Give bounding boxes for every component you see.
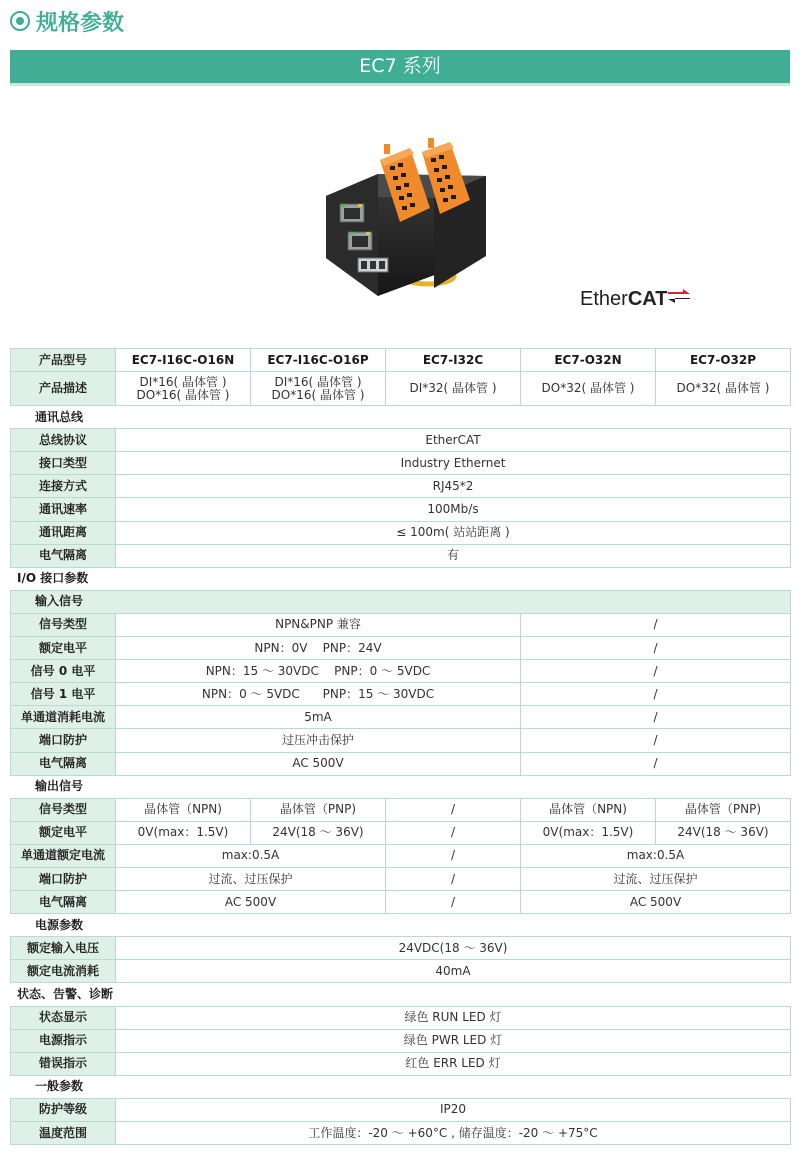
row-value: 绿色 RUN LED 灯 [116,1006,791,1029]
row-value: 红色 ERR LED 灯 [116,1052,791,1075]
ethercat-logo: Ether CAT [580,285,690,311]
banner-underline [10,83,790,86]
description-label: 产品描述 [11,372,116,406]
model-name: EC7-I32C [386,349,521,372]
description-cell: DO*32( 晶体管 ) [656,372,791,406]
row-value-na: / [521,706,791,729]
row-label: 额定电平 [11,821,116,844]
row-label: 通讯距离 [11,521,116,544]
row-label: 信号 1 电平 [11,683,116,706]
row-label: 信号 0 电平 [11,660,116,683]
row-value: 24VDC(18 ～ 36V) [116,937,791,960]
row-value: 过压冲击保护 [116,729,521,752]
row-label: 单通道消耗电流 [11,706,116,729]
section-general: 一般参数 [11,1075,791,1098]
row-value: 工作温度：-20 ～ +60°C , 储存温度：-20 ～ +75°C [116,1122,791,1145]
description-cell: DI*16( 晶体管 ) DO*16( 晶体管 ) [116,372,251,406]
row-label: 信号类型 [11,613,116,636]
row-label: 状态显示 [11,1006,116,1029]
row-value-na: / [386,867,521,890]
row-value: 绿色 PWR LED 灯 [116,1029,791,1052]
row-value-na: / [386,821,521,844]
row-label: 单通道额定电流 [11,844,116,867]
row-value: RJ45*2 [116,475,791,498]
row-value: 晶体管（PNP) [656,798,791,821]
section-io: I/O 接口参数 [11,567,791,590]
ethercat-arrow-icon [668,289,690,303]
row-value: 24V(18 ～ 36V) [656,821,791,844]
row-value: 过流、过压保护 [116,867,386,890]
target-circle-icon [10,11,30,31]
row-value: 晶体管（NPN) [521,798,656,821]
row-value-na: / [386,891,521,914]
row-value: 晶体管（NPN) [116,798,251,821]
row-label: 温度范围 [11,1122,116,1145]
model-label: 产品型号 [11,349,116,372]
description-row [11,372,791,406]
row-label: 信号类型 [11,798,116,821]
section-comm-bus: 通讯总线 [11,406,791,429]
row-value: NPN：0V PNP：24V [116,637,521,660]
row-label: 总线协议 [11,429,116,452]
row-value: ≤ 100m( 站站距离 ) [116,521,791,544]
row-value: 100Mb/s [116,498,791,521]
model-name: EC7-O32N [521,349,656,372]
row-label: 防护等级 [11,1098,116,1121]
row-value: NPN：0 ～ 5VDC PNP：15 ～ 30VDC [116,683,521,706]
series-banner: EC7 系列 [10,50,790,83]
row-value: EtherCAT [116,429,791,452]
row-label: 额定电平 [11,637,116,660]
row-value: AC 500V [521,891,791,914]
row-value-na: / [521,613,791,636]
row-value: max:0.5A [521,844,791,867]
model-name: EC7-I16C-O16P [251,349,386,372]
row-value-na: / [386,798,521,821]
row-value: 40mA [116,960,791,983]
row-value-na: / [386,844,521,867]
row-value: 过流、过压保护 [521,867,791,890]
row-value: NPN&PNP 兼容 [116,613,521,636]
section-title: 规格参数 [36,10,125,36]
row-label: 错误指示 [11,1052,116,1075]
row-label: 端口防护 [11,867,116,890]
row-value: 0V(max：1.5V) [521,821,656,844]
row-value: 晶体管（PNP) [251,798,386,821]
row-value: NPN：15 ～ 30VDC PNP：0 ～ 5VDC [116,660,521,683]
row-value-na: / [521,683,791,706]
row-value-na: / [521,660,791,683]
model-name: EC7-O32P [656,349,791,372]
subsection-output: 输出信号 [11,775,791,798]
row-value-na: / [521,637,791,660]
section-power: 电源参数 [11,914,791,937]
row-value: max:0.5A [116,844,386,867]
row-value: IP20 [116,1098,791,1121]
row-label: 额定输入电压 [11,937,116,960]
model-row [11,349,791,372]
row-value: 有 [116,544,791,567]
row-value-na: / [521,729,791,752]
section-header [10,6,124,36]
description-cell: DI*32( 晶体管 ) [386,372,521,406]
row-label: 电源指示 [11,1029,116,1052]
row-label: 额定电流消耗 [11,960,116,983]
row-label: 电气隔离 [11,544,116,567]
row-label: 连接方式 [11,475,116,498]
row-value: AC 500V [116,752,521,775]
model-name: EC7-I16C-O16N [116,349,251,372]
row-label: 电气隔离 [11,752,116,775]
row-value: 0V(max：1.5V) [116,821,251,844]
row-value-na: / [521,752,791,775]
row-value: 5mA [116,706,521,729]
section-status: 状态、告警、诊断 [11,983,791,1006]
row-value: Industry Ethernet [116,452,791,475]
row-label: 接口类型 [11,452,116,475]
subsection-input: 输入信号 [11,590,791,613]
description-cell: DI*16( 晶体管 ) DO*16( 晶体管 ) [251,372,386,406]
product-image [318,138,504,308]
row-value: AC 500V [116,891,386,914]
row-label: 端口防护 [11,729,116,752]
description-cell: DO*32( 晶体管 ) [521,372,656,406]
spec-table [10,348,791,1145]
row-label: 通讯速率 [11,498,116,521]
row-value: 24V(18 ～ 36V) [251,821,386,844]
row-label: 电气隔离 [11,891,116,914]
